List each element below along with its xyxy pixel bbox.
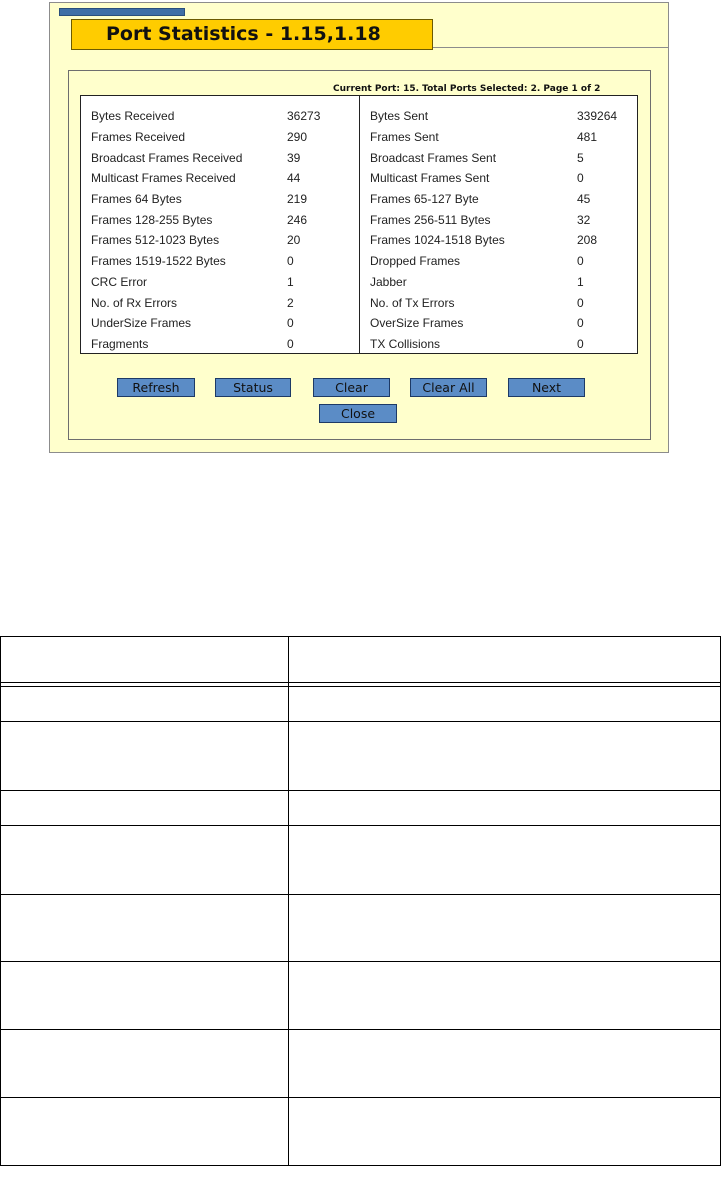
table-cell	[1, 722, 289, 791]
stat-row	[360, 168, 637, 189]
stat-label: TX Collisions	[370, 336, 441, 351]
stat-row	[81, 251, 359, 272]
stat-label: UnderSize Frames	[91, 316, 192, 331]
table-row	[1, 895, 721, 962]
stat-row	[360, 313, 637, 334]
stat-value: 0	[577, 171, 584, 186]
stat-label: Bytes Sent	[370, 109, 429, 124]
table-cell	[1, 791, 289, 826]
stat-value: 0	[577, 254, 584, 269]
stat-row	[81, 292, 359, 313]
current-port-info: Current Port: 15. Total Ports Selected: 2. Page 1 of 2	[333, 84, 601, 94]
refresh-button[interactable]: Refresh	[117, 378, 195, 397]
table-cell	[289, 1030, 721, 1098]
stat-label: Frames 65-127 Byte	[370, 192, 479, 207]
sent-stats-column	[360, 96, 637, 353]
table-cell	[1, 895, 289, 962]
table-cell	[1, 1098, 289, 1166]
stat-value: 0	[577, 316, 584, 331]
stat-label: No. of Rx Errors	[91, 295, 178, 310]
stat-row	[360, 147, 637, 168]
stat-label: Frames 1024-1518 Bytes	[370, 233, 505, 248]
table-cell	[1, 962, 289, 1030]
stat-value: 5	[577, 150, 584, 165]
stat-label: Frames 1519-1522 Bytes	[91, 254, 226, 269]
stat-label: Frames 64 Bytes	[91, 192, 182, 207]
stat-row	[81, 272, 359, 293]
table-cell	[289, 1098, 721, 1166]
stat-label: Multicast Frames Sent	[370, 171, 490, 186]
table-cell	[289, 687, 721, 722]
page-title: Port Statistics - 1.15,1.18	[71, 19, 433, 50]
title-tab-decoration	[59, 8, 185, 16]
table-cell	[1, 1030, 289, 1098]
stat-value: 0	[287, 254, 294, 269]
stat-value: 0	[577, 295, 584, 310]
stat-label: OverSize Frames	[370, 316, 464, 331]
next-button[interactable]: Next	[508, 378, 585, 397]
stat-label: Fragments	[91, 336, 149, 351]
stat-value: 219	[287, 192, 308, 207]
table-cell	[1, 826, 289, 895]
stat-row	[81, 147, 359, 168]
stat-value: 32	[577, 212, 591, 227]
stat-label: Dropped Frames	[370, 254, 461, 269]
stat-label: No. of Tx Errors	[370, 295, 455, 310]
table-cell	[289, 826, 721, 895]
stat-row	[360, 272, 637, 293]
stat-label: Broadcast Frames Sent	[370, 150, 497, 165]
stat-value: 20	[287, 233, 301, 248]
table-header-row	[1, 637, 721, 683]
table-cell	[1, 687, 289, 722]
status-button[interactable]: Status	[215, 378, 291, 397]
stat-row	[360, 251, 637, 272]
stat-value: 39	[287, 150, 301, 165]
stat-value: 36273	[287, 109, 321, 124]
table-row	[1, 962, 721, 1030]
stat-value: 0	[287, 316, 294, 331]
table-cell	[289, 895, 721, 962]
received-stats-column	[81, 96, 360, 353]
table-cell	[289, 962, 721, 1030]
stat-value: 0	[287, 336, 294, 351]
stat-value: 290	[287, 130, 308, 145]
table-row	[1, 826, 721, 895]
stat-label: Frames 512-1023 Bytes	[91, 233, 220, 248]
stat-label: Multicast Frames Received	[91, 171, 236, 186]
stat-row	[81, 209, 359, 230]
stat-label: CRC Error	[91, 274, 147, 289]
statistics-table	[80, 95, 638, 354]
stat-row	[81, 313, 359, 334]
stat-value: 1	[287, 274, 294, 289]
stat-label: Frames 128-255 Bytes	[91, 212, 213, 227]
table-row	[1, 791, 721, 826]
description-table	[0, 636, 721, 1166]
table-cell	[289, 722, 721, 791]
stat-value: 208	[577, 233, 598, 248]
stat-label: Broadcast Frames Received	[91, 150, 243, 165]
table-cell	[1, 637, 289, 683]
stat-row	[360, 106, 637, 127]
clear-all-button[interactable]: Clear All	[410, 378, 487, 397]
stat-value: 45	[577, 192, 591, 207]
table-row	[1, 1098, 721, 1166]
stat-value: 481	[577, 130, 598, 145]
stat-label: Frames Sent	[370, 130, 439, 145]
stat-row	[360, 230, 637, 251]
title-divider	[433, 47, 669, 48]
stat-value: 0	[577, 336, 584, 351]
stat-row	[360, 334, 637, 355]
stat-row	[81, 334, 359, 355]
table-row	[1, 1030, 721, 1098]
stat-row	[360, 209, 637, 230]
stat-row	[81, 127, 359, 148]
stat-label: Frames 256-511 Bytes	[370, 212, 491, 227]
stat-label: Jabber	[370, 274, 407, 289]
stat-label: Frames Received	[91, 130, 186, 145]
stat-label: Bytes Received	[91, 109, 175, 124]
stat-row	[360, 189, 637, 210]
stat-row	[360, 127, 637, 148]
stat-row	[81, 230, 359, 251]
stat-row	[81, 106, 359, 127]
table-row	[1, 722, 721, 791]
clear-button[interactable]: Clear	[313, 378, 390, 397]
stat-row	[81, 189, 359, 210]
close-button[interactable]: Close	[319, 404, 397, 423]
stat-row	[360, 292, 637, 313]
stat-value: 1	[577, 274, 584, 289]
stat-value: 44	[287, 171, 301, 186]
stat-value: 246	[287, 212, 308, 227]
table-row	[1, 687, 721, 722]
stat-value: 2	[287, 295, 294, 310]
stat-row	[81, 168, 359, 189]
table-cell	[289, 791, 721, 826]
table-cell	[289, 637, 721, 683]
stat-value: 339264	[577, 109, 618, 124]
